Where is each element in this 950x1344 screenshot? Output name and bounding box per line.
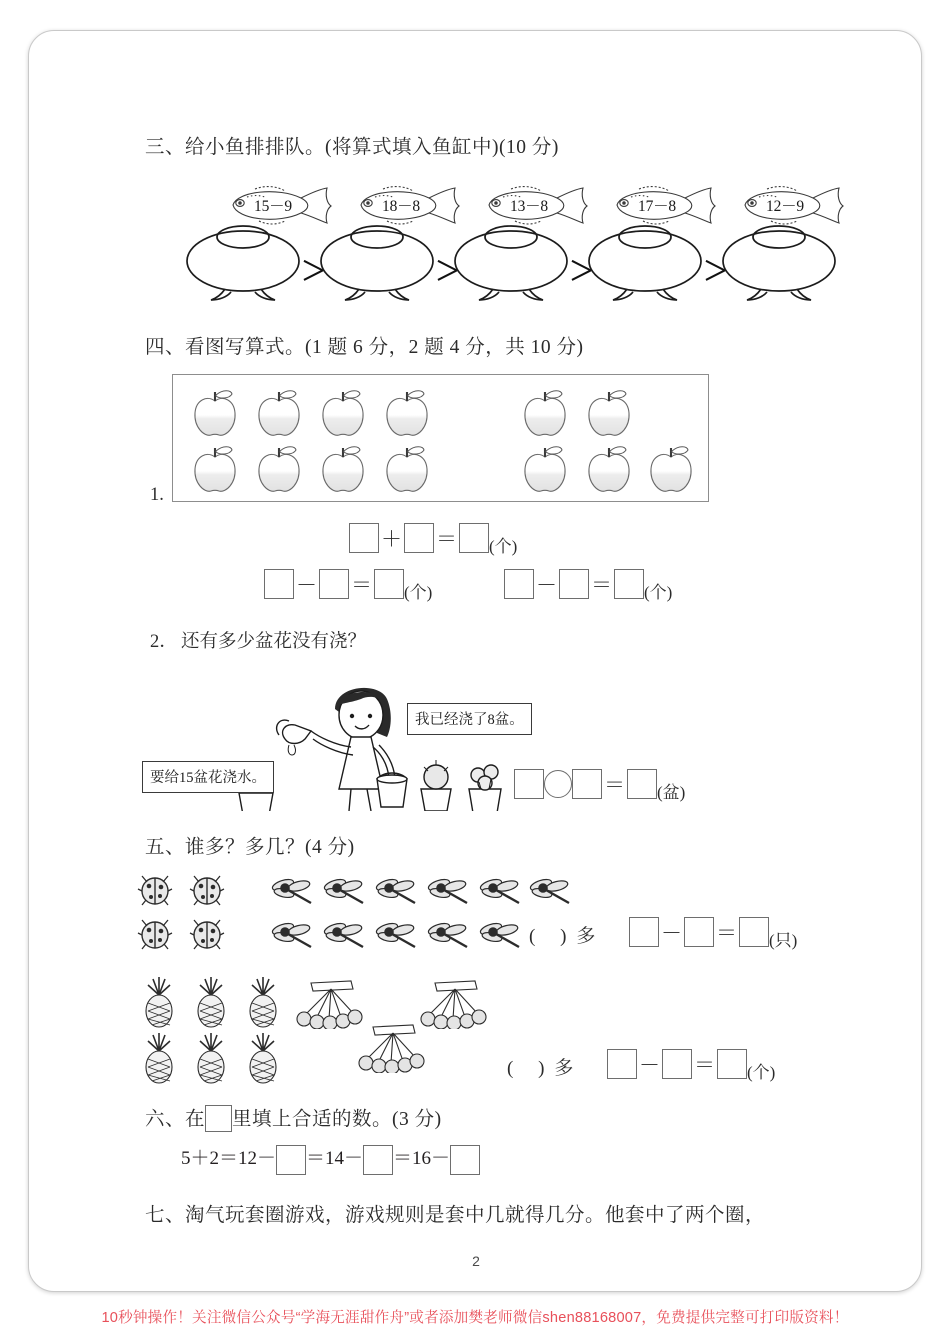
fish-label: 15－9 [254,198,292,215]
equation-add-row [349,523,518,556]
pineapple-icon [243,1031,283,1085]
equation-mid-2: ＝16－ [393,1148,451,1169]
fish-3 [471,183,589,227]
answer-box[interactable] [614,569,644,599]
fishbowl-row [181,223,821,307]
fish-5 [727,183,845,227]
apple-icon [521,443,569,495]
dragonfly-icon [477,921,523,951]
answer-box[interactable] [450,1145,480,1175]
dragonfly-icon [373,877,419,907]
equation-mid-1: ＝14－ [306,1148,364,1169]
answer-box[interactable] [264,569,294,599]
answer-box[interactable] [349,523,379,553]
question-4-1-number: 1. [150,485,164,505]
answer-box[interactable] [363,1145,393,1175]
answer-box[interactable] [572,769,602,799]
apple-icon [585,443,633,495]
fishbowl-5[interactable] [717,223,841,301]
answer-box[interactable] [459,523,489,553]
apple-icon [585,387,633,439]
pineapple-icon [139,1031,179,1085]
unit-label: (个) [644,582,673,602]
answer-box[interactable] [374,569,404,599]
dragonfly-icon [425,921,471,951]
unit-label: (个) [747,1062,776,1082]
greater-than-sign-3: ＞ [569,256,596,286]
promo-footer-banner: 10秒钟操作！关注微信公众号“学海无涯甜作舟”或者添加樊老师微信shen88168007，免费提供完整可打印版资料！ [101,1310,849,1326]
speech-bubble-watered: 我已经浇了8盆。 [407,703,532,735]
operator-equals: ＝ [436,527,457,551]
dragonfly-icon [425,877,471,907]
answer-box[interactable] [627,769,657,799]
cherry-bunch-icon [353,1021,435,1073]
equation-row-dragonfly [629,917,798,950]
pineapple-group [139,975,299,1085]
answer-box[interactable] [739,917,769,947]
ladybug-icon [189,873,225,907]
worksheet-content [29,31,922,1292]
fish-label: 12－9 [766,198,804,215]
fishbowl-1[interactable] [181,223,305,301]
greater-than-sign-4: ＞ [703,256,730,286]
dragonfly-icon [269,877,315,907]
answer-box[interactable] [276,1145,306,1175]
apple-icon [255,387,303,439]
fish-4 [599,183,717,227]
fishbowl-2[interactable] [315,223,439,301]
operator-minus: － [296,573,317,597]
unit-label: (盆) [657,782,686,802]
greater-than-sign-2: ＞ [435,256,462,286]
apple-icon [319,443,367,495]
answer-box[interactable] [717,1049,747,1079]
operator-minus: － [639,1053,660,1077]
page-number: 2 [472,1253,480,1269]
section-4-heading: 四、看图写算式。(1 题 6 分，2 题 4 分，共 10 分) [145,337,584,358]
unit-label: (个) [489,536,518,556]
ladybug-icon [137,873,173,907]
answer-box[interactable] [629,917,659,947]
operator-equals: ＝ [694,1053,715,1077]
section-7-heading: 七、淘气玩套圈游戏，游戏规则是套中几就得几分。他套中了两个圈， [145,1205,766,1226]
answer-box[interactable] [404,523,434,553]
unit-label: (个) [404,582,433,602]
apple-icon [521,387,569,439]
apple-icon [191,443,239,495]
pineapple-icon [243,975,283,1029]
section-5-heading: 五、谁多？多几？(4 分) [145,837,355,858]
section-6-heading-after: 里填上合适的数。(3 分) [232,1109,442,1130]
dragonfly-icon [373,921,419,951]
operator-equals: ＝ [716,921,737,945]
equation-lead: 5＋2＝12－ [181,1148,277,1169]
dragonfly-icon [527,877,573,907]
operator-equals: ＝ [604,773,625,797]
fish-label: 18－8 [382,198,420,215]
operator-equals: ＝ [591,573,612,597]
fish-label: 13－8 [510,198,548,215]
dragonfly-group [269,877,569,957]
apple-icon [647,443,695,495]
apple-icon [191,387,239,439]
fishbowl-3[interactable] [449,223,573,301]
apple-icon [383,443,431,495]
equation-row-fruit [607,1049,776,1082]
worksheet-page [28,30,922,1292]
answer-box[interactable] [514,769,544,799]
ladybug-icon [189,917,225,951]
cherry-group [291,977,511,1085]
dragonfly-icon [477,877,523,907]
answer-box[interactable] [607,1049,637,1079]
operator-minus: － [661,921,682,945]
answer-box[interactable] [504,569,534,599]
question-4-2-prompt: 还有多少盆花没有浇？ [181,632,367,652]
fishbowl-4[interactable] [583,223,707,301]
section-6-heading-before: 六、在 [145,1109,206,1130]
answer-box[interactable] [205,1105,232,1132]
dragonfly-icon [321,877,367,907]
who-more-blank-2[interactable]: ( )多 [507,1058,584,1079]
apple-picture-frame [172,374,709,502]
speech-bubble-total: 要给15盆花浇水。 [142,761,274,793]
greater-than-sign-1: ＞ [301,256,328,286]
equation-section-6 [181,1143,480,1175]
equation-q4-2 [514,769,686,802]
fish-2 [343,183,461,227]
ladybug-group [137,873,247,955]
dragonfly-icon [269,921,315,951]
apple-icon [255,443,303,495]
answer-box[interactable] [319,569,349,599]
answer-row-dragonfly [529,921,605,948]
pineapple-icon [191,975,231,1029]
section-6-heading [145,1103,442,1134]
operator-equals: ＝ [351,573,372,597]
unit-label: (只) [769,930,798,950]
dragonfly-icon [321,921,367,951]
answer-row-fruit [507,1053,583,1080]
apple-icon [319,387,367,439]
pineapple-icon [139,975,179,1029]
equation-sub-row-left [264,569,433,602]
who-more-blank-1[interactable]: ( )多 [529,926,606,947]
operator-plus: ＋ [381,527,402,551]
apple-icon [383,387,431,439]
answer-box[interactable] [559,569,589,599]
section-3-heading: 三、给小鱼排排队。(将算式填入鱼缸中)(10 分) [145,137,559,158]
operator-circle-box[interactable] [544,770,572,798]
equation-sub-row-right [504,569,673,602]
ladybug-icon [137,917,173,951]
fish-label: 17－8 [638,198,676,215]
question-4-2-number: 2． [150,632,178,652]
fish-1 [215,183,333,227]
answer-box[interactable] [662,1049,692,1079]
operator-minus: － [536,573,557,597]
pineapple-icon [191,1031,231,1085]
answer-box[interactable] [684,917,714,947]
